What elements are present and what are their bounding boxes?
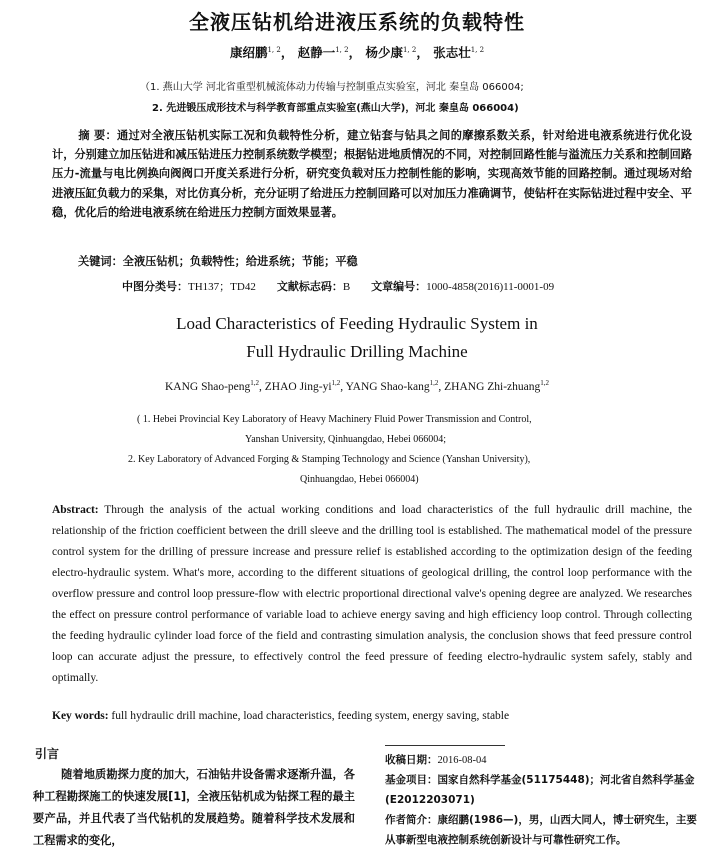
doc-code-value: B — [342, 281, 351, 293]
footnote-author: 作者简介：康绍鹏(1986—)，男，山西大同人，博士研究生，主要从事新型电液控制系统创新设计与可靠性研究工作。 — [385, 814, 697, 846]
footnote-received: 收稿日期：2016-08-04 — [385, 754, 487, 766]
cn-abstract — [52, 126, 692, 222]
en-title-line-2: Full Hydraulic Drilling Machine — [246, 342, 468, 361]
cn-affiliation-2: 2. 先进锻压成形技术与科学教育部重点实验室(燕山大学)，河北 秦皇岛 066004) — [152, 103, 519, 114]
en-keywords — [52, 710, 509, 722]
en-author: KANG Shao-peng$^{1,2}$, — [164, 379, 265, 393]
intro-text: 随着地质勘探力度的加大，石油钻井设备需求逐渐升温，各种工程勘探施工的快速发展[1]，全液压钻机成为钻探工程的最主要产品，并且代表了当代钻机的发展趋势。随着科学技术发展和工程需求的变化， — [33, 768, 355, 847]
intro-paragraph — [33, 764, 355, 852]
en-affiliation-1: ( 1. Hebei Provincial Key Laboratory of Heavy Machinery Fluid Power Transmission and Control, — [137, 414, 532, 425]
en-authors — [0, 381, 714, 393]
en-title-line-1: Load Characteristics of Feeding Hydraulic System in — [176, 314, 538, 333]
en-affiliation-1-cont: Yanshan University, Qinhuangdao, Hebei 066004; — [245, 434, 447, 445]
cn-title: 全液压钻机给进液压系统的负载特性 — [189, 10, 525, 34]
cn-abstract-label: 摘 要： — [78, 129, 118, 142]
en-abstract — [52, 500, 692, 689]
cn-affiliation-1: （1. 燕山大学 河北省重型机械流体动力传输与控制重点实验室，河北 秦皇岛 066004; — [140, 82, 524, 93]
cn-keywords: 关键词：全液压钻机；负载特性；给进系统；节能；平稳 — [78, 255, 358, 268]
en-author: YANG Shao-kang$^{1,2}$, — [345, 379, 445, 393]
en-affiliation-2-cont: Qinhuangdao, Hebei 066004) — [300, 474, 419, 485]
en-author: ZHAO Jing-yi$^{1,2}$, — [264, 379, 346, 393]
en-abstract-label: Abstract: — [52, 504, 99, 516]
en-keywords-text: full hydraulic drill machine, load characteristics, feeding system, energy saving, stable — [111, 710, 510, 722]
footnote-fund: 基金项目：国家自然科学基金(51175448)；河北省自然科学基金(E2012203071) — [385, 774, 695, 806]
en-author: ZHANG Zhi-zhuang$^{1,2}$ — [444, 379, 550, 393]
cn-abstract-text: 通过对全液压钻机实际工况和负载特性分析，建立钻套与钻具之间的摩擦系数关系，针对给进电液系统进行优化设计，分别建立加压钻进和减压钻进压力控制系统数学模型；根据钻进地质情况的不同，对控制回路性能与溢流压力关系和控制回路压力-流量与电比例换向阀阀口开度关系进行分析，研究变负载对压力控制性能的影响，实现高效节能的回路控制。通过现场对给进液压缸负载力的采集，对比仿真分析，充分证明了给进压力控制回路可以对加压力准确调节，使钻杆在实际钻进过程中安全、平稳，优化后的给进电液系统在给进压力控制方面效果显著。 — [52, 129, 692, 219]
intro-heading: 引言 — [35, 747, 60, 761]
cn-author: 康绍鹏$^{1, 2}$， — [229, 45, 294, 60]
article-number-value: 1000-4858(2016)11-0001-09 — [426, 281, 555, 293]
classification-line — [122, 278, 554, 294]
doc-code-label: 文献标志码： — [276, 280, 343, 293]
clc-label: 中图分类号： — [122, 280, 188, 293]
cn-author: 杨少康$^{1, 2}$， — [365, 45, 429, 60]
cn-author: 赵静一$^{1, 2}$， — [297, 45, 362, 60]
cn-authors — [0, 43, 714, 61]
footnote-rule — [385, 745, 505, 746]
en-abstract-text: Through the analysis of the actual working conditions and load characteristics of the full hydraulic drill machine, the relationship of the friction coefficient between the drill sleeve and the drilling tool is established. The mathematical model of the pressure control system for the drilling of pressure increase and pressure relief is established according to the optimization design of the feeding electro-hydraulic system. What's more, according to the different situations of geological drilling, the control loop performance with the overflow pressure and control loop pressure-flow with electric proportional directional valve's opening degree are analyzed. We researches the effect on pressure control performance of variable load to achieve energy saving and high efficiency loop control. Through collecting the feeding hydraulic cylinder load force of the field and contrasting simulation analysis, the conclusion shows that feed pressure control loop can accurate adjust the pressure, to effectively control the feed pressure of feeding electro-hydraulic system safely, stably and optimally. — [52, 504, 692, 684]
en-keywords-label: Key words: — [52, 710, 109, 722]
clc-value: TH137；TD42 — [188, 281, 256, 293]
cn-author: 张志壮$^{1, 2}$ — [433, 45, 485, 60]
article-number-label: 文章编号： — [371, 280, 427, 293]
en-affiliation-2: 2. Key Laboratory of Advanced Forging & Stamping Technology and Science (Yanshan University), — [128, 454, 531, 465]
